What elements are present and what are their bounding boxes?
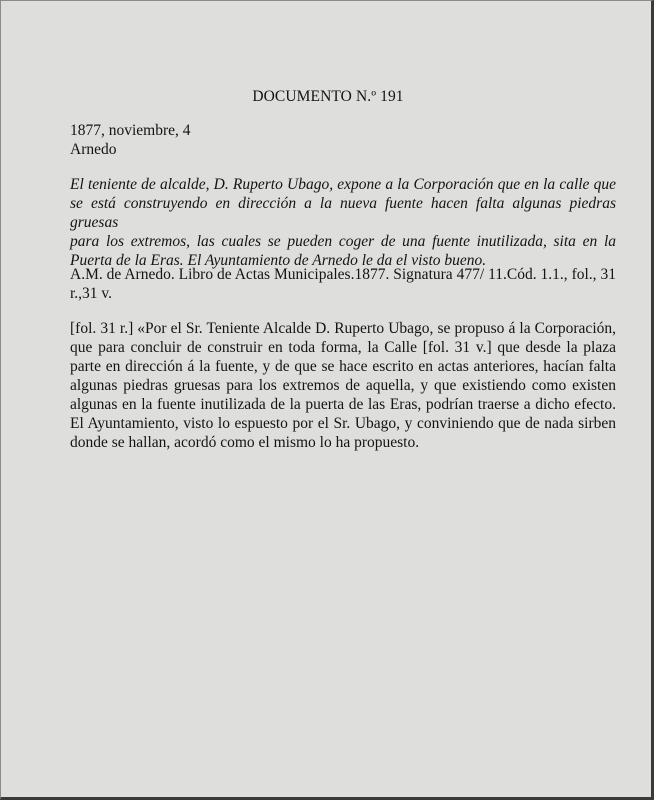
document-place: Arnedo (70, 141, 117, 158)
document-transcription (70, 319, 616, 452)
body-line: que para concluir de construir en toda forma, la Calle [fol. 31 v.] que desde la plaza (70, 339, 616, 356)
summary-line: se está construyendo en dirección a la nueva fuente hacen falta algunas piedras gruesas (70, 195, 616, 231)
document-date: 1877, noviembre, 4 (70, 122, 191, 139)
summary-line: El teniente de alcalde, D. Ruperto Ubago, expone a la Corporación que en la calle que (70, 176, 616, 193)
date-place-block (70, 121, 615, 159)
summary-line: para los extremos, las cuales se pueden coger de una fuente inutilizada, sita en la (70, 233, 616, 250)
body-line: parte en dirección á la fuente, y de que se hace escrito en actas anteriores, hacían falta (70, 358, 616, 375)
body-line: El Ayuntamiento, visto lo espuesto por el Sr. Ubago, y conviniendo que de nada sirben (70, 415, 616, 432)
body-line: [fol. 31 r.] «Por el Sr. Teniente Alcalde D. Ruperto Ubago, se propuso á la Corporación, (70, 320, 616, 337)
archival-source (70, 265, 616, 303)
body-line: donde se hallan, acordó como el mismo lo ha propuesto. (70, 434, 420, 451)
body-line: algunas piedras gruesas para los extremos de aquella, y que existiendo como existen (70, 377, 616, 394)
body-line: algunas en la fuente inutilizada de la puerta de las Eras, podrían traerse a dicho efecto. (70, 396, 616, 413)
source-line: A.M. de Arnedo. Libro de Actas Municipales.1877. Signatura 477/ 11.Cód. 1.1., fol., 31 (70, 266, 616, 283)
source-line: r.,31 v. (70, 285, 113, 302)
document-summary (70, 175, 616, 270)
document-title: DOCUMENTO N.º 191 (252, 88, 404, 105)
summary-line: Puerta de la Eras. El Ayuntamiento de Arnedo le da el visto bueno. (70, 252, 487, 269)
